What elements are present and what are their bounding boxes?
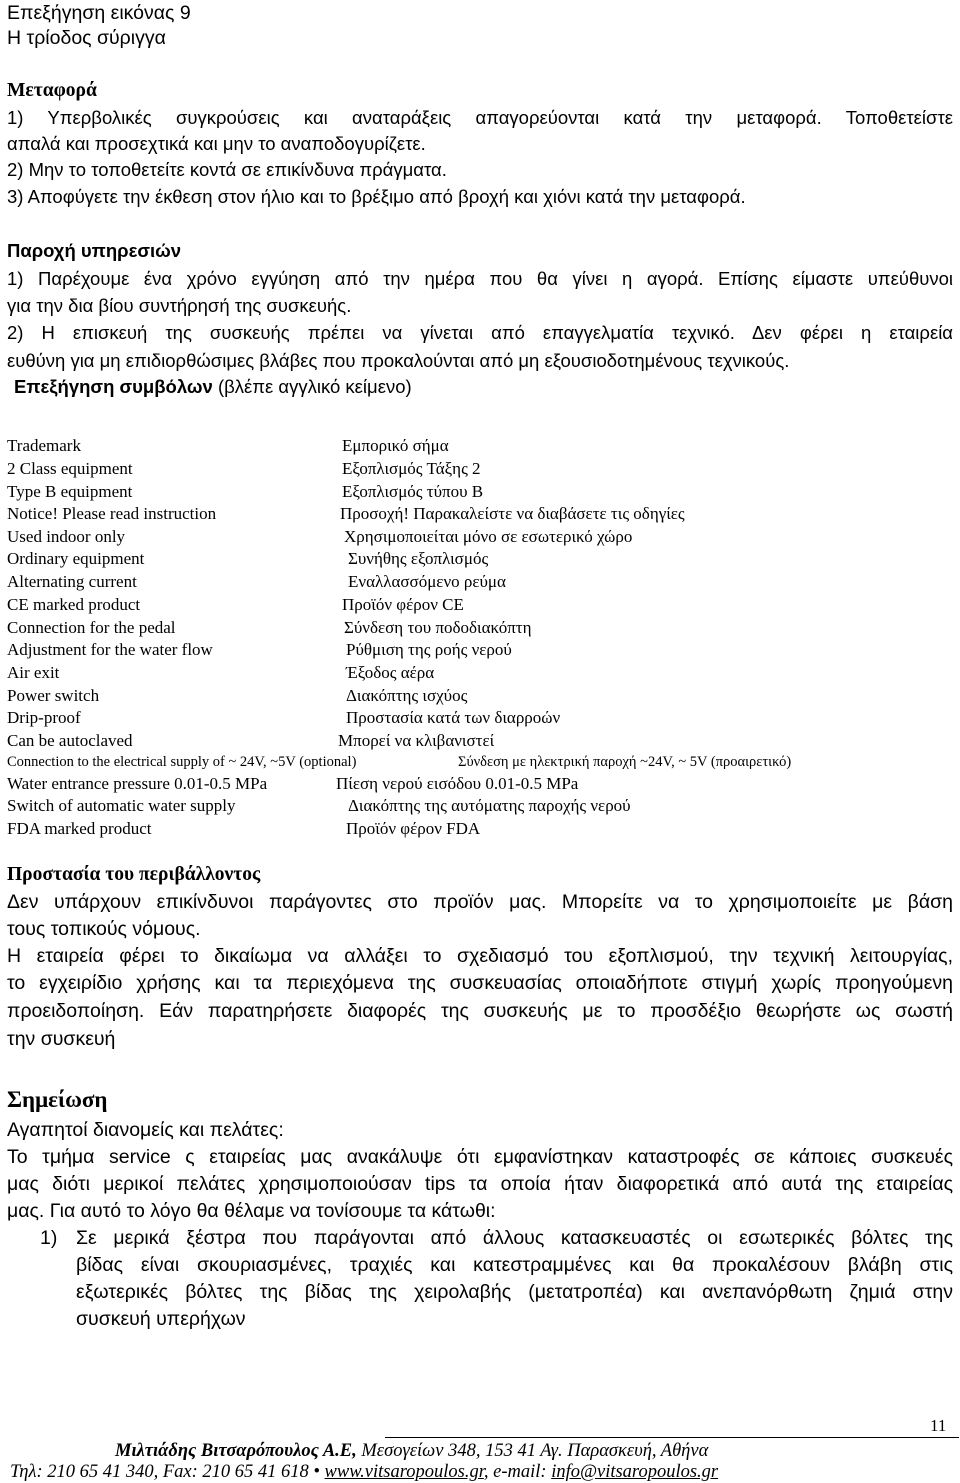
note-item-line-2: βίδας είναι σκουριασμένες, τραχιές και κατεστραμμένες και θα προκαλέσουν βλάβη στις [76,1254,953,1276]
symbol-en: Used indoor only [7,527,126,546]
symbol-el: Σύνδεση του ποδοδιακόπτη [344,618,532,637]
service-line-3: 2) Η επισκευή της συσκευής πρέπει να γίνεται από επαγγελματία τεχνικό. Δεν φέρει η εταιρεία [7,322,953,343]
note-item-line-4: συσκευή υπερήχων [76,1308,246,1330]
note-line-3: μας. Για αυτό το λόγο θα θέλαμε να τονίσουμε τα κάτωθι: [7,1200,496,1222]
environment-line-6: την συσκευή [7,1028,116,1050]
transport-line-1: 1) Υπερβολικές συγκρούσεις και αναταράξεις απαγορεύονται κατά την μεταφορά. Τοποθετείστε [7,107,953,128]
website-link[interactable]: www.vitsaropoulos.gr [324,1462,484,1482]
symbol-en: Adjustment for the water flow [7,640,213,659]
symbol-el: Προσοχή! Παρακαλείστε να διαβάσετε τις οδηγίες [340,504,685,523]
environment-line-3: Η εταιρεία φέρει το δικαίωμα να αλλάξει το σχεδιασμό του εξοπλισμού, την τεχνική λειτουργίας, [7,945,953,967]
footer-company: Μιλτιάδης Βιτσαρόπουλος Α.Ε, [115,1441,357,1461]
service-line-1: 1) Παρέχουμε ένα χρόνο εγγύηση από την ημέρα που θα γίνει η αγορά. Επίσης είμαστε υπεύθυνοι [7,268,953,289]
symbol-el: Σύνδεση με ηλεκτρική παροχή ~24V, ~ 5V (προαιρετικό) [458,754,792,770]
symbol-en: 2 Class equipment [7,459,133,478]
symbol-el: Μπορεί να κλιβανιστεί [338,731,495,750]
symbol-el: Ρύθμιση της ροής νερού [346,640,512,659]
footer-rule [385,1437,959,1438]
note-item-line-3: εξωτερικές βόλτες της βίδας της χειρολαβής (μετατροπέα) και ανεπανόρθωτη ζημιά στην [76,1281,953,1303]
symbol-en: Power switch [7,686,100,705]
symbol-el: Προϊόν φέρον FDA [346,819,481,838]
footer-phones: Τηλ: 210 65 41 340, Fax: 210 65 41 618 • [10,1462,320,1482]
email-link[interactable]: info@vitsaropoulos.gr [551,1462,719,1482]
symbol-el: Διακόπτης της αυτόματης παροχής νερού [348,796,631,815]
symbols-note: (βλέπε αγγλικό κείμενο) [217,376,412,397]
symbol-el: Εξοπλισμός Τάξης 2 [342,459,481,478]
transport-heading: Μεταφορά [7,80,97,101]
doc-title-line1: Επεξήγηση εικόνας 9 [7,2,191,24]
service-heading: Παροχή υπηρεσιών [7,240,182,261]
footer-email-label: , e-mail: [483,1462,547,1482]
transport-line-4: 3) Αποφύγετε την έκθεση στον ήλιο και το βρέξιμο από βροχή και χιόνι κατά την μεταφορά. [7,186,746,207]
symbol-el: Εμπορικό σήμα [342,436,449,455]
environment-heading: Προστασία του περιβάλλοντος [7,864,261,885]
symbol-el: Έξοδος αέρα [346,663,435,682]
symbol-el: Διακόπτης ισχύος [346,686,468,705]
symbol-el: Εναλλασσόμενο ρεύμα [348,572,506,591]
symbols-heading-line [14,376,412,398]
note-item-number: 1) [40,1227,58,1249]
symbol-en: CE marked product [7,595,141,614]
note-item-line-1: Σε μερικά ξέστρα που παράγονται από άλλους κατασκευαστές οι εσωτερικές βόλτες της [76,1227,953,1249]
footer-address-line [115,1441,708,1462]
symbol-en: Ordinary equipment [7,549,145,568]
environment-line-1: Δεν υπάρχουν επικίνδυνοι παράγοντες στο προϊόν μας. Μπορείτε να το χρησιμοποιείτε με βάση [7,891,953,913]
doc-title-line2: Η τρίοδος σύριγγα [7,27,166,49]
note-greeting: Αγαπητοί διανομείς και πελάτες: [7,1119,284,1141]
note-line-1: Το τμήμα service ς εταιρείας μας ανακάλυψε ότι εμφανίστηκαν καταστροφές σε κάποιες συσκευές [7,1146,953,1168]
environment-line-4: το εγχειρίδιο χρήσης και τα περιεχόμενα της συσκευασίας οποιαδήποτε στιγμή χωρίς προηγούμενη [7,972,953,994]
service-line-4: ευθύνη για μη επιδιορθώσιμες βλάβες που προκαλούνται από μη εξουσιοδοτημένους τεχνικούς. [7,350,790,371]
symbol-en: Type B equipment [7,482,133,501]
symbol-en: Notice! Please read instruction [7,504,217,523]
note-heading: Σημείωση [7,1087,108,1112]
symbol-el: Προϊόν φέρον CE [342,595,464,614]
symbol-en: Connection to the electrical supply of ~ 24V, ~5V (optional) [7,754,357,770]
footer-contact-line [10,1462,718,1483]
page-number: 11 [930,1416,947,1435]
symbol-en: Trademark [7,436,81,455]
transport-line-2: απαλά και προσεχτικά και μην το αναποδογυρίζετε. [7,133,426,154]
transport-line-3: 2) Μην το τοποθετείτε κοντά σε επικίνδυνα πράγματα. [7,159,447,180]
symbol-en: FDA marked product [7,819,152,838]
symbol-en: Alternating current [7,572,137,591]
footer-address: Μεσογείων 348, 153 41 Αγ. Παρασκευή, Αθήνα [356,1441,709,1461]
symbol-el: Πίεση νερού εισόδου 0.01-0.5 MPa [336,774,579,793]
environment-line-2: τους τοπικούς νόμους. [7,918,201,940]
symbol-el: Προστασία κατά των διαρροών [346,708,561,727]
symbol-el: Συνήθης εξοπλισμός [348,549,489,568]
symbol-el: Χρησιμοποιείται μόνο σε εσωτερικό χώρο [344,527,633,546]
symbols-heading: Επεξήγηση συμβόλων [14,376,213,397]
symbol-en: Air exit [7,663,60,682]
symbol-en: Can be autoclaved [7,731,133,750]
symbol-el: Εξοπλισμός τύπου Β [342,482,484,501]
symbol-en: Drip-proof [7,708,81,727]
symbol-en: Connection for the pedal [7,618,176,637]
note-line-2: μας διότι μερικοί πελάτες χρησιμοποιούσαν tips τα οποία ήταν διαφορετικά από αυτά της εταιρείας [7,1173,953,1195]
symbol-en: Switch of automatic water supply [7,796,236,815]
service-line-2: για την δια βίου συντήρησή της συσκευής. [7,295,352,316]
environment-line-5: προειδοποίηση. Εάν παρατηρήσετε διαφορές της συσκευής με το προσδέξιο θεωρήστε ως σωστή [7,1000,953,1022]
symbol-en: Water entrance pressure 0.01-0.5 MPa [7,774,268,793]
